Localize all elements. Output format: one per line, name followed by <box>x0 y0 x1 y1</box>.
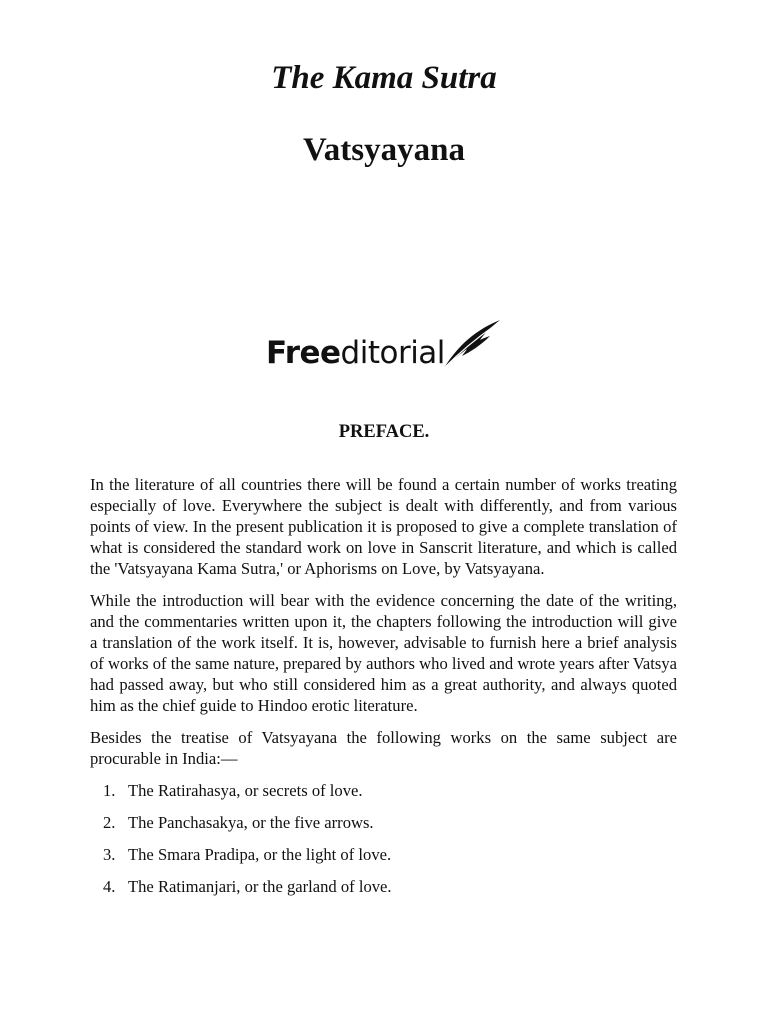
preface-body <box>90 474 677 908</box>
list-item <box>90 844 677 865</box>
preface-paragraph: While the introduction will bear with the evidence concerning the date of the writing, and the commentaries written upon it, the chapters following the introduction will give a translation of the work itself. It is, however, advisable to furnish here a brief analysis of works of the same nature, prepared by authors who lived and wrote years after Vatsya had passed away, but who still considered him as a great authority, and always quoted him as the chief guide to Hindoo erotic literature. <box>90 591 677 715</box>
logo-light-part: ditorial <box>340 335 445 371</box>
list-text: The Ratimanjari, or the garland of love. <box>128 877 392 896</box>
preface-heading: PREFACE. <box>338 422 430 442</box>
list-item <box>90 812 677 833</box>
works-list <box>90 780 677 897</box>
list-number: 2. <box>103 813 116 832</box>
logo-bold-part: Free <box>266 335 341 371</box>
publisher-logo-wordmark <box>266 334 445 372</box>
list-text: The Smara Pradipa, or the light of love. <box>128 845 392 864</box>
list-text: The Panchasakya, or the five arrows. <box>128 813 374 832</box>
book-title: The Kama Sutra <box>271 60 497 96</box>
list-text: The Ratirahasya, or secrets of love. <box>128 781 363 800</box>
preface-paragraph: Besides the treatise of Vatsyayana the following works on the same subject are procurable in India:— <box>90 728 677 768</box>
list-number: 4. <box>103 877 116 896</box>
list-item <box>90 780 677 801</box>
preface-paragraph: In the literature of all countries there will be found a certain number of works treating especially of love. Everywhere the subject is dealt with differently, and from various points of view. In the present publication it is proposed to give a complete translation of what is considered the standard work on love in Sanscrit literature, and which is called the 'Vatsyayana Kama Sutra,' or Aphorisms on Love, by Vatsyayana. <box>90 475 677 578</box>
publisher-logo <box>266 318 506 374</box>
list-number: 1. <box>103 781 116 800</box>
list-number: 3. <box>103 845 116 864</box>
feather-quill-icon <box>440 318 502 370</box>
list-item <box>90 876 677 897</box>
book-author: Vatsyayana <box>303 132 465 168</box>
